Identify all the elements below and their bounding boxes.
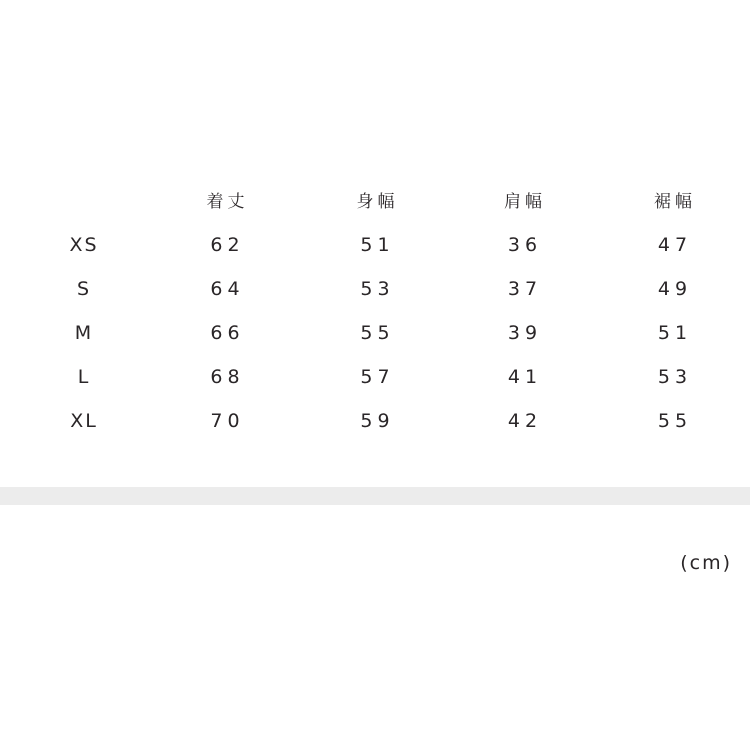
cell-length: 70 [210,410,245,432]
unit-note: (cm) [680,552,732,574]
table-row [0,223,750,267]
row-size-label: XL [70,410,98,432]
column-header-hem-width: 裾幅 [654,191,696,212]
size-chart-table [0,175,750,443]
table-header [0,175,750,223]
cell-length: 62 [210,234,245,256]
row-size-label: S [76,278,92,300]
cell-hem-width: 55 [657,410,693,432]
cell-chest-width: 59 [360,410,395,432]
cell-hem-width: 51 [657,322,693,344]
cell-chest-width: 57 [360,366,395,388]
cell-chest-width: 51 [360,234,395,256]
cell-chest-width: 55 [360,322,395,344]
cell-shoulder-width: 37 [507,278,543,300]
table-header-row [0,175,750,223]
divider-band [0,487,750,505]
table-row [0,311,750,355]
column-header-shoulder-width: 肩幅 [504,191,546,212]
table-corner-cell [0,175,150,223]
column-header-chest-width: 身幅 [356,191,399,212]
cell-hem-width: 53 [657,366,693,388]
cell-chest-width: 53 [360,278,395,300]
table-row [0,267,750,311]
cell-shoulder-width: 39 [507,322,543,344]
cell-shoulder-width: 41 [507,366,543,388]
cell-length: 66 [210,322,245,344]
cell-hem-width: 47 [657,234,693,256]
cell-length: 64 [210,278,245,300]
cell-shoulder-width: 42 [507,410,543,432]
row-size-label: M [74,322,94,344]
cell-hem-width: 49 [657,278,693,300]
cell-length: 68 [210,366,245,388]
table-body [0,223,750,443]
table-row [0,399,750,443]
cell-shoulder-width: 36 [507,234,543,256]
row-size-label: XS [69,234,99,256]
table-row [0,355,750,399]
column-header-length: 着丈 [206,191,249,212]
row-size-label: L [77,366,91,388]
